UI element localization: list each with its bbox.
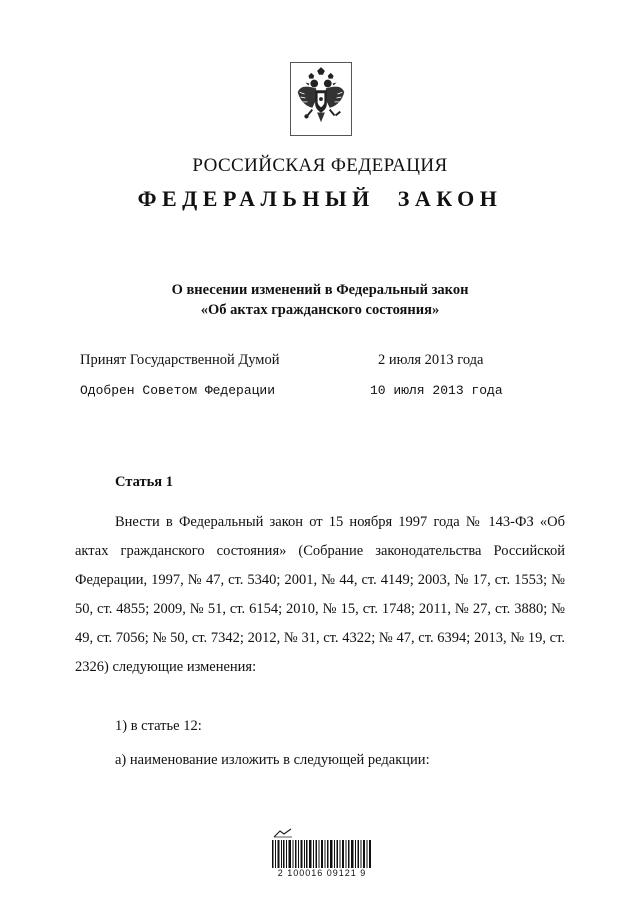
council-approval-label: Одобрен Советом Федерации — [80, 383, 276, 398]
barcode-logo-icon — [272, 828, 294, 838]
duma-adoption-date: 2 июля 2013 года — [378, 352, 484, 368]
document-type: ФЕДЕРАЛЬНЫЙ ЗАКОН — [137, 186, 503, 211]
article-body-paragraph: Внести в Федеральный закон от 15 ноября 1997 года № 143-ФЗ «Об актах гражданского состояния» (Собрание законодательства Российской Федерации, 1997, № 47, ст. 5340; 2001, № 44, ст. 4149; 2003, № 17, ст. 1553; № 50, ст. 4855; 2009, № 51, ст. 6154; 2010, № 15, ст. 1748; 2011, № 27, ст. 3880; № 49, ст. 7056; № 50, ст. 7342; 2012, № 31, ст. 4322; № 47, ст. 6394; 2013, № 19, ст. 2326) следующие изменения: — [75, 514, 565, 675]
article-item-1: 1) в статье 12: — [115, 718, 202, 734]
country-name: РОССИЙСКАЯ ФЕДЕРАЦИЯ — [192, 155, 448, 176]
article-item-1a: а) наименование изложить в следующей редакции: — [115, 752, 430, 768]
law-title — [0, 280, 640, 320]
council-approval-date: 10 июля 2013 года — [370, 383, 503, 398]
barcode-number: 2 100016 09121 9 — [277, 868, 367, 878]
duma-adoption-label: Принят Государственной Думой — [80, 352, 280, 368]
barcode-icon — [272, 840, 372, 868]
article-heading: Статья 1 — [115, 474, 173, 490]
law-title-line-2: «Об актах гражданского состояния» — [200, 302, 440, 318]
coat-of-arms-frame — [290, 62, 352, 136]
russian-coat-of-arms-icon — [291, 63, 351, 135]
law-title-line-1: О внесении изменений в Федеральный закон — [171, 282, 469, 298]
barcode — [262, 828, 382, 882]
